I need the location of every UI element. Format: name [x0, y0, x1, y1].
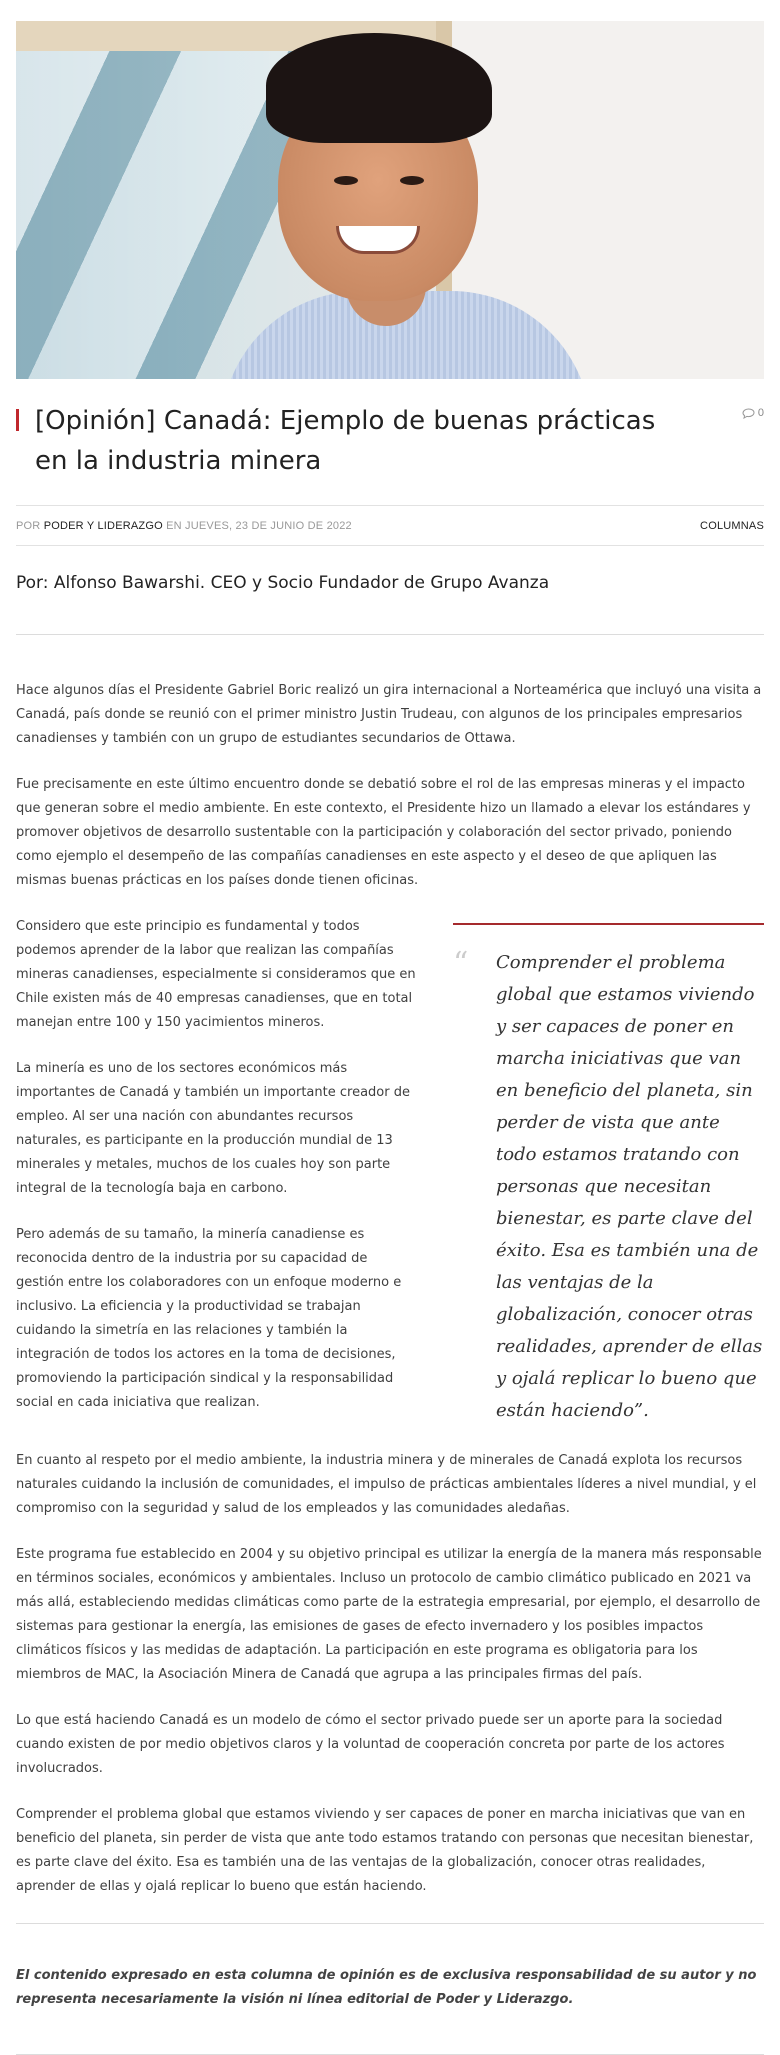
pullquote [453, 923, 764, 1449]
photo-eye-left [334, 176, 358, 185]
paragraph: Fue precisamente en este último encuentro donde se debatió sobre el rol de las empresas mineras y el impacto que generan sobre el medio ambiente. En este contexto, el Presidente hizo un llamado a elevar los estándares y promover objetivos de desarrollo sustentable con la participación y colaboración del sector privado, poniendo como ejemplo el desempeño de las compañías canadienses en este aspecto y el deseo de que apliquen las mismas buenas prácticas en los países donde tienen oficinas. [16, 777, 751, 888]
meta-bar [16, 505, 764, 546]
paragraph: Lo que está haciendo Canadá es un modelo de cómo el sector privado puede ser un aporte para la sociedad cuando existen de por medio objetivos claros y la voluntad de cooperación concreta por parte de los actores involucrados. [16, 1713, 725, 1776]
divider [16, 1923, 764, 1924]
article [0, 21, 780, 2055]
meta-date: EN JUEVES, 23 DE JUNIO DE 2022 [166, 519, 352, 532]
meta-left [16, 520, 352, 532]
paragraph: La minería es uno de los sectores económicos más importantes de Canadá y también un importante creador de empleo. Al ser una nación con abundantes recursos naturales, es participante en la producción mundial de 13 minerales y metales, muchos de los cuales hoy son parte integral de la tecnología baja en carbono. [16, 1061, 410, 1196]
speech-bubble-icon [742, 408, 755, 419]
article-body [16, 679, 764, 1899]
disclaimer: El contenido expresado en esta columna de opinión es de exclusiva responsabilidad de su autor y no representa necesariamente la visión ni línea editorial de Poder y Liderazgo. [16, 1968, 757, 2007]
paragraph: Hace algunos días el Presidente Gabriel Boric realizó un gira internacional a Norteamérica que incluyó una visita a Canadá, país donde se reunió con el primer ministro Justin Trudeau, con algunos de los principales empresarios canadienses y también con un grupo de estudiantes secundarios de Ottawa. [16, 683, 762, 746]
paragraph: Este programa fue establecido en 2004 y su objetivo principal es utilizar la energía de la manera más responsable en términos sociales, económicos y ambientales. Incluso un protocolo de cambio climático publicado en 2021 va más allá, estableciendo medidas climáticas como parte de la estrategia empresarial, por ejemplo, el desarrollo de sistemas para gestionar la energía, las emisiones de gases de efecto invernadero y los posibles impactos climáticos físicos y las medidas de adaptación. La participación en este programa es obligatoria para los miembros de MAC, la Asociación Minera de Canadá que agrupa a las principales firmas del país. [16, 1547, 762, 1682]
pullquote-text: Comprender el problema global que estamos viviendo y ser capaces de poner en marcha iniciativas que van en beneficio del planeta, sin perder de vista que ante todo estamos tratando con personas que necesitan bienestar, es parte clave del éxito. Esa es también una de las ventajas de la globalización, conocer otras realidades, aprender de ellas y ojalá replicar lo bueno que están haciendo”. [496, 952, 763, 1421]
featured-photo[interactable] [16, 21, 764, 379]
paragraph: Comprender el problema global que estamos viviendo y ser capaces de poner en marcha iniciativas que van en beneficio del planeta, sin perder de vista que ante todo estamos tratando con personas que necesitan bienestar, es parte clave del éxito. Esa es también una de las ventajas de la globalización, conocer otras realidades, aprender de ellas y ojalá replicar lo bueno que están haciendo. [16, 1807, 754, 1894]
comments-link[interactable] [742, 407, 764, 419]
paragraph: En cuanto al respeto por el medio ambiente, la industria minera y de minerales de Canadá explota los recursos naturales cuidando la inclusión de comunidades, el impulso de prácticas ambientales líderes a nivel mundial, y el compromiso con la seguridad y salud de los empleados y las comunidades aledañas. [16, 1453, 757, 1516]
paragraph: Considero que este principio es fundamental y todos podemos aprender de la labor que realizan las compañías mineras canadienses, especialmente si consideramos que en Chile existen más de 40 empresas canadienses, que en total manejan entre 100 y 150 yacimientos mineros. [16, 919, 416, 1030]
title-row [16, 401, 764, 489]
byline: Por: Alfonso Bawarshi. CEO y Socio Fundador de Grupo Avanza [16, 573, 550, 593]
meta-por-label: POR [16, 519, 41, 532]
category-link[interactable]: COLUMNAS [700, 519, 764, 532]
body-with-pullquote [16, 915, 764, 1449]
title-accent-bar [16, 409, 19, 431]
photo-eye-right [400, 176, 424, 185]
divider [16, 634, 764, 635]
paragraph: Pero además de su tamaño, la minería canadiense es reconocida dentro de la industria por su capacidad de gestión entre los colaboradores con un enfoque moderno e inclusivo. La eficiencia y la productividad se trabajan cuidando la simetría en las relaciones y también la integración de todos los actores en la toma de decisiones, promoviendo la participación sindical y la responsabilidad social en cada iniciativa que realizan. [16, 1227, 402, 1410]
author-link[interactable]: PODER Y LIDERAZGO [43, 519, 163, 532]
photo-hair [266, 33, 492, 143]
quote-mark-icon: “ [453, 946, 469, 981]
body-left-column [16, 915, 416, 1449]
article-title: [Opinión] Canadá: Ejemplo de buenas prácticas en la industria minera [35, 406, 656, 476]
comment-count: 0 [757, 407, 764, 419]
